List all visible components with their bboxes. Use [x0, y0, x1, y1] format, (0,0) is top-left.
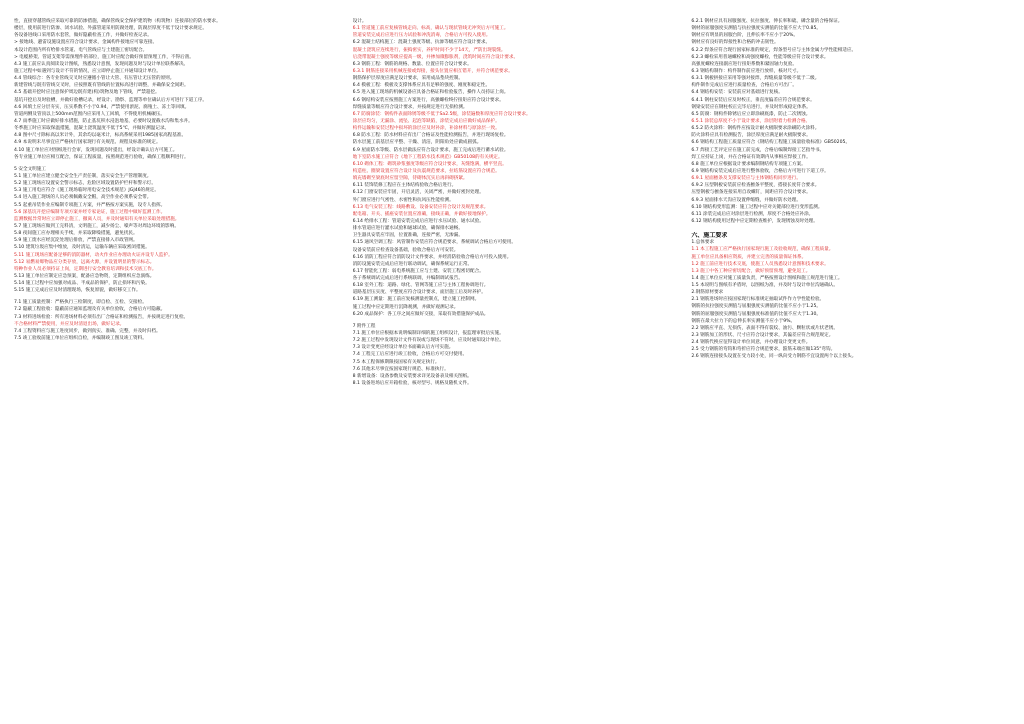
text-line: 8 新增设备：设备参数及安装要求详见设备表及相关图纸。	[352, 373, 472, 379]
text-line: 5.14 施工过程中应加强对成品、半成品的保护，防止损坏和污染。	[14, 281, 150, 287]
highlighted-text-line: 6.10 砌体工程：砌筑砂浆强度等级应符合设计要求，灰缝饱满，横平竖直。	[352, 161, 507, 167]
text-line: 压型钢板与檩条连接采用自攻螺钉，间距应符合设计要求。	[691, 190, 811, 196]
text-line: > 电缆桥架、管道支架等需预埋件的部位，施工时应配合做好预留预埋工作，不得后凿。	[14, 54, 194, 60]
section-heading: 六、施工要求	[691, 232, 728, 240]
highlighted-text-line: 1.1 本工程施工应严格执行国家现行施工及验收规范，确保工程质量。	[691, 247, 834, 253]
highlighted-text-line: 特种作业人员必须持证上岗，定期进行安全教育培训和技术交底工作。	[14, 266, 157, 272]
text-line: 6.4.1 钢柱安装后应及时校正，垂直度偏差应符合规范要求。	[691, 97, 815, 103]
text-line: 6.19 施工测量：施工前应复核测量控制点，建立施工控制网。	[352, 297, 480, 303]
text-line: 6.6 钢结构安装应按照施工方案进行，高强螺栓终拧扭矩应符合设计要求。	[352, 97, 504, 103]
text-line: 6.2.1 钢材应具有屈服强度、抗拉强度、伸长率和硫、磷含量的合格保证。	[691, 19, 843, 24]
highlighted-text-line: 不合格材料严禁使用，并应及时清退出场，做好记录。	[14, 321, 125, 327]
highlighted-text-line: 6.1 管道施工前应复核管线走向、标高，确认与现状管线无冲突后方可施工。	[352, 26, 509, 32]
text-line: 性，直接穿越管线应采取可靠的防渗措施，确保管线安全保护建筑物（构筑物）连接部位的防水要求。	[14, 19, 221, 24]
text-line: 焊缝质量等级应符合设计要求，并按规定进行无损检测。	[352, 104, 468, 110]
text-line: 高强度螺栓连接副应进行扭矩系数和紧固轴力复验。	[691, 61, 797, 67]
text-line: 1.5 本说明与图纸有矛盾时，以图纸为准，并及时与设计单位沟通确认。	[691, 283, 838, 289]
text-line: 5.4 进入施工现场的人员必须佩戴安全帽，高空作业必须系安全带。	[14, 195, 152, 201]
text-line: 基坑开挖后及时验槽，并做好验槽记录，经设计、勘察、监理等单位确认后方可进行下道工序。	[14, 97, 207, 103]
text-line: 1.4 施工单位应对施工质量负责，严格按照设计图纸和施工规范进行施工。	[691, 275, 843, 281]
highlighted-text-line: 5.11 施工现场应配备足够的消防器材，动火作业应办理动火证并设专人监护。	[14, 252, 173, 258]
text-line: 6.9 屋面防水等级、防水层做法应符合设计要求，施工完成后进行蓄水试验。	[352, 147, 509, 153]
text-line: 防水层施工前基层应平整、干燥、清洁，阴阳角处应做成圆弧。	[352, 140, 482, 146]
text-line: 7.4 工程完工后应进行竣工验收，合格后方可交付使用。	[352, 352, 468, 358]
text-line: 6.12 门窗安装应牢固，开启灵活，关闭严密，并做好密封处理。	[352, 190, 484, 196]
text-line: 6.20 成品保护：各工序之间应做好交接，采取有效措施保护成品。	[352, 311, 489, 317]
text-line: 7.3 材料进场检验：所有进场材料必须有出厂合格证和检测报告，并按规定进行复检。	[14, 314, 189, 320]
text-line: 2.4 钢筋代换应征得设计单位同意，并办理设计变更文件。	[691, 340, 811, 346]
highlighted-text-line: 填充墙砌至梁底时应留空隙，待砌体沉实后再斜砌挤紧。	[352, 176, 468, 182]
text-line: 构件制作完成后应进行质量检查，合格后方可出厂。	[691, 83, 797, 89]
highlighted-text-line: 6.13 电气安装工程：线路敷设、设备安装应符合设计及规范要求。	[352, 204, 489, 210]
text-line: 6.5 防腐：钢构件除锈后应立即涂刷底漆，防止二次锈蚀。	[691, 111, 811, 117]
text-line: 6.4 钢结构安装：安装前应对基础进行复核。	[691, 90, 783, 96]
text-line: 4.10 施工单位应对图纸进行会审，发现问题及时提出，经设计确认后方可施工。	[14, 147, 178, 153]
text-line: 钢筋的屈服强度实测值与屈服强度标准值的比值不应大于1.30。	[691, 311, 821, 317]
text-line: 6.9.3 屋面排水天沟应设置伸缩缝，并做好防水处理。	[691, 197, 801, 203]
text-line: 6.14 给排水工程：管道安装完成后应进行水压试验、通水试验。	[352, 218, 484, 224]
highlighted-text-line: 6.9.1 屋面檩条及支撑安装应与主体钢结构同步进行。	[691, 176, 801, 182]
text-line: 6.3 钢筋工程：钢筋的规格、数量、位置应符合设计要求。	[352, 61, 472, 67]
text-line: 6.2.2 焊条应符合现行国家标准的规定，焊条型号应与主体金属力学性能相适应。	[691, 47, 857, 53]
text-line: 6.18 室外工程：道路、绿化、管网等施工应与主体工程协调进行。	[352, 283, 489, 289]
text-line: 6.15 通风空调工程：风管制作安装应符合规范要求，系统调试合格后方可使用。	[352, 240, 516, 246]
highlighted-text-line: 后浇带混凝土强度等级应提高一级，并掺加微膨胀剂，浇筑时间应符合设计要求。	[352, 54, 519, 60]
text-line: 5.8 夜间施工应办理相关手续，并采取降噪措施，避免扰民。	[14, 231, 138, 237]
text-line: 6.7 焊接工艺评定应在施工前完成，合格后编制焊接工艺指导书。	[691, 147, 825, 153]
highlighted-text-line: 监测数据异常时应立即停止施工，撤离人员，并及时通知有关单位采取处理措施。	[14, 216, 180, 222]
text-line: 钢梁安装应在钢柱校正完毕后进行，并及时形成稳定体系。	[691, 104, 811, 110]
text-line: 6.4 模板工程：模板及支撑体系应具有足够的强度、刚度和稳定性。	[352, 83, 491, 89]
text-line: 5.15 施工完成后应及时清理现场，恢复原貌，做好移交工作。	[14, 288, 141, 294]
text-line: 本设计范围内所有给排水管道、电气管线应与土建施工密切配合。	[14, 47, 148, 53]
text-line: 6.11 装饰装修工程应在主体结构验收合格后进行。	[352, 183, 457, 189]
text-line: 7.4 工程资料应与施工进度同步，做到真实、准确、完整，并及时归档。	[14, 328, 161, 334]
text-line: 7.6 其他未尽事宜按国家现行规范、标准执行。	[352, 366, 449, 372]
text-line: 施工过程中应定期进行沉降观测，并做好观测记录。	[352, 304, 459, 310]
text-line: 6.5 进入施工现场的机械设备应具备合格证和检验报告，操作人员持证上岗。	[352, 90, 509, 96]
text-line: 6.9.2 压型钢板安装前应检查檩条平整度，搭接长度符合要求。	[691, 183, 820, 189]
text-line: 4.4 管线综合：各专业管线交叉时应遵循小管让大管、有压管让无压管的原则。	[14, 76, 175, 82]
text-line: 5.2 施工现场应设置安全警示标志，危险区域设置防护栏杆和警示灯。	[14, 181, 156, 187]
highlighted-text-line: 6.3.1 钢筋连接采用机械连接或焊接，接头位置应相互错开，并符合规范要求。	[352, 68, 513, 74]
text-line: 卫生器具安装应牢固，位置准确，连接严密，无渗漏。	[352, 233, 463, 239]
highlighted-text-line: 地下室防水施工应符合《地下工程防水技术规范》GB50108的有关规定。	[352, 154, 503, 160]
text-line: 消防设施安装完成后应进行联动调试，确保系统运行正常。	[352, 261, 473, 267]
highlighted-text-line: 构造柱、圈梁设置应符合设计及抗震规范要求，拉结筋设置应符合规范。	[352, 168, 500, 174]
text-line: 焊工应持证上岗，并在合格证有效期内从事相应焊接工作。	[691, 154, 811, 160]
text-line: 5.1 施工单位应建立健全安全生产责任制，落实安全生产管理制度。	[14, 173, 152, 179]
text-line: 2.2 钢筋应平直、无损伤，表面不得有裂纹、油污、颗粒状或片状老锈。	[691, 325, 838, 331]
text-line: 7.3 设计变更应经设计单位书面确认后方可实施。	[352, 345, 454, 351]
text-line: 冬季施工时应采取保温措施，混凝土浇筑温度不低于5℃，并做好测温记录。	[14, 126, 170, 132]
highlighted-text-line: 5.12 易燃易爆物品应分类存放，远离火源，并设置明显的警示标志。	[14, 259, 155, 265]
text-line: 7 附件工程	[352, 323, 376, 329]
text-line: 钢材应有良好的焊接性和合格的冲击韧性。	[691, 40, 779, 46]
text-line: 各子系统调试完成后进行系统联调，并编制调试报告。	[352, 276, 463, 282]
text-line: 2.3 钢筋加工的形状、尺寸应符合设计要求，其偏差应符合规范规定。	[691, 333, 834, 339]
text-line: 4.6 回填土应分层夯实，压实系数不小于0.94，严禁使用淤泥、腐殖土、冻土等回填。	[14, 104, 190, 110]
text-line: 5.7 施工现场应做到工完料清，文明施工，减少扬尘、噪声等对周边环境的影响。	[14, 223, 179, 229]
text-line: 6.9 钢结构安装完成后应进行整体验收，合格后方可进行下道工序。	[691, 168, 829, 174]
text-line: 4.3 施工前应认真阅读设计图纸，熟悉设计意图，发现问题及时与设计单位联系解决。	[14, 61, 189, 67]
text-line: 管道两侧及管顶以上500mm范围内应采用人工回填，不得使用机械碾压。	[14, 111, 165, 117]
paragraph-gap	[691, 225, 1012, 230]
text-line: 6.2.3 螺栓采用普通螺栓和高强度螺栓，性能等级应符合设计要求。	[691, 54, 829, 60]
text-line: 钢筋在最大拉力下的总伸长率实测值不应小于9%。	[691, 318, 796, 324]
text-line: 6.11 涂装完成后应对涂层进行检测，厚度不合格处应补涂。	[691, 211, 814, 217]
highlighted-text-line: 构件运输和安装过程中损坏的涂层应及时补涂，补涂材料与原涂层一致。	[352, 126, 500, 132]
text-line: 2.6 钢筋连接接头设置在受力较小处，同一纵向受力钢筋不宜设置两个以上接头。	[691, 354, 857, 360]
text-line: 6.5.2 防火涂料：钢构件应按设计耐火极限要求涂刷防火涂料。	[691, 126, 820, 132]
text-line: 7.1 施工质量控制：严格执行三检制度，即自检、互检、交接检。	[14, 300, 147, 306]
text-line: 5.3 施工用电应符合《施工现场临时用电安全技术规范》JGJ46的规定。	[14, 188, 159, 194]
text-line: 各设备进线口采用防水套管，做好隐蔽检查工作，并做好检查记录。	[14, 33, 152, 39]
text-line: 外门窗应进行气密性、水密性和抗风压性能检测。	[352, 197, 454, 203]
text-line: 6.2 混凝土结构施工：混凝土强度等级、抗渗等级应符合设计要求。	[352, 40, 491, 46]
text-line: 4.5 基础开挖时应注意保护周边既有建(构)筑物及地下管线，严禁超挖。	[14, 90, 160, 96]
text-line: 7.2 施工过程中发现设计文件有误或与现场不符时，应及时通知设计单位。	[352, 338, 504, 344]
text-line: 新建管线与既有管线交叉时，应按照既有管线的位置标高进行调整，并确保安全间距。	[14, 83, 189, 89]
text-line: 2.钢筋原材要求	[691, 290, 724, 296]
text-line: 5.9 施工废水应经沉淀处理后排放，严禁直接排入市政管网。	[14, 238, 138, 244]
text-line: 5.10 建筑垃圾应集中堆放，及时清运，运输车辆应采取密闭措施。	[14, 245, 150, 251]
text-line: 道路基层压实度、平整度应符合设计要求，面层施工后及时养护。	[352, 290, 486, 296]
text-line: 1.总体要求	[691, 240, 715, 246]
text-line: 6.3 钢结构制作：构件制作前应进行放样，核对尺寸。	[691, 68, 802, 74]
text-line: 6.8 施工单位应根据设计要求编制钢结构专项施工方案。	[691, 161, 806, 167]
highlighted-text-line: 配电箱、开关、插座安装位置应准确，接线正确，并做好接地保护。	[352, 211, 491, 217]
text-line: 排水管道应进行灌水试验和通球试验，确保排水通畅。	[352, 226, 463, 232]
text-column-right	[691, 18, 1012, 714]
text-column-middle	[353, 18, 674, 714]
text-line: 7.5 竣工验收前施工单位应组织自检，并编制竣工图及竣工资料。	[14, 336, 147, 342]
text-line: 6.12 钢结构使用过程中应定期检查维护，发现锈蚀及时处理。	[691, 218, 818, 224]
text-line: 施工过程中如遇到与设计不符的情况，应立即停止施工并通知设计单位。	[14, 68, 162, 74]
highlighted-text-line: 6.7 防腐涂装：钢构件表面除锈等级不低于Sa2.5级，涂装遍数和厚度应符合设计要求。	[352, 111, 531, 117]
text-line: 设计。	[352, 19, 367, 24]
highlighted-text-line: 管道安装完成后应进行压力试验和冲洗消毒，合格后方可投入使用。	[352, 33, 491, 39]
text-line: 钢筋的抗拉强度实测值与屈服强度实测值的比值不应小于1.25。	[691, 304, 821, 310]
text-line: 楼层，使用前进行防渗、闭水试验、外露管道采用防腐处理，防腐层厚度不低于设计要求规定。	[14, 26, 207, 32]
text-line: 2.5 受力钢筋的弯钩和弯折应符合规范要求，箍筋末端应做135°弯钩。	[691, 347, 836, 353]
text-line: 7.2 隐蔽工程验收：隐蔽前应通知监理及有关单位验收，合格后方可隐蔽。	[14, 307, 166, 313]
text-line: 6.17 智能化工程：弱电系统施工应与土建、安装工程密切配合。	[352, 268, 484, 274]
text-line: 钢材的屈服强度实测值与抗拉强度实测值的比值不应大于0.85。	[691, 26, 821, 32]
highlighted-text-line: 涂层应均匀，无漏涂、流坠、起泡等缺陷，涂装完成后应做好成品保护。	[352, 118, 500, 124]
text-line: 设备安装前应检查设备基础，验收合格后方可安装。	[352, 247, 459, 253]
text-line: 6.8 防水工程：防水材料应有出厂合格证及性能检测报告，并进行现场复检。	[352, 133, 509, 139]
text-line: 5 安全文明施工	[14, 166, 46, 172]
highlighted-text-line: 1.3 施工中各工种应密切配合，做好预留预埋，避免返工。	[691, 268, 811, 274]
text-line: 7.1 施工单位应根据本说明编制详细的施工组织设计，报监理审批后实施。	[352, 331, 504, 337]
text-line: 5.13 施工单位应制定应急预案，配备应急物资，定期组织应急演练。	[14, 273, 155, 279]
highlighted-text-line: 施工单位应具备相应资质，并建立完善的质量保证体系。	[691, 254, 807, 260]
text-line: 4.9 本说明未尽事宜应严格执行国家现行有关规范、规程及标准的规定。	[14, 140, 161, 146]
text-line: 8.1 设备进场后应开箱检验，核对型号、规格及随机文件。	[352, 381, 472, 387]
text-line: 4.7 雨季施工时应做好排水措施，防止基坑积水浸泡地基，必要时设置截水沟和集水井。	[14, 118, 193, 124]
text-line: 防火涂料应具有检测报告，涂层厚度应满足耐火极限要求。	[691, 133, 811, 139]
highlighted-text-line: 混凝土浇筑应连续进行，振捣密实，养护时间不少于14天，严防出现裂缝。	[352, 47, 506, 53]
text-line: > 接地线、避雷设施设置应符合设计要求，金属构件接地应可靠连接。	[14, 40, 158, 46]
highlighted-text-line: 1.2 施工前应进行技术交底，使施工人员熟悉设计意图和技术要求。	[691, 261, 829, 267]
text-line: 2.1 钢筋进场时应按国家现行标准规定抽取试件作力学性能检验。	[691, 297, 825, 303]
text-line: 各专业施工单位应相互配合，保证工程质量，按照规范进行验收，确保工程顺利进行。	[14, 154, 189, 160]
highlighted-text-line: 5.6 深基坑开挖应编制专项方案并经专家论证，施工过程中做好监测工作。	[14, 209, 166, 215]
text-line: 5.5 起重吊装作业应编制专项施工方案，并严格按方案实施，设专人指挥。	[14, 202, 166, 208]
text-line: 7.5 本工程保修期限按国家有关规定执行。	[352, 359, 440, 365]
text-line: 4.8 图中尺寸除标高以米计外，其余均以毫米计，标高系统采用1985国家高程基准。	[14, 133, 187, 139]
text-line: 6.3.1 钢板拼接应采用等强对接焊，焊缝质量等级不低于二级。	[691, 76, 820, 82]
text-line: 6.6 钢结构工程施工质量应符合《钢结构工程施工质量验收标准》GB50205。	[691, 140, 851, 146]
text-line: 6.16 消防工程应符合消防设计文件要求，并经消防验收合格后方可投入使用。	[352, 254, 512, 260]
text-line: 钢材应有明显的屈服台阶，且伸长率不应小于20%。	[691, 33, 799, 39]
highlighted-text-line: 6.5.1 涂装总厚度不小于设计要求，涂层附着力检测合格。	[691, 118, 811, 124]
text-column-left	[14, 18, 335, 714]
text-line: 6.10 钢结构变形监测：施工过程中应对关键部位进行变形监测。	[691, 204, 823, 210]
text-line: 钢筋保护层厚度应满足设计要求，采用成品垫块控制。	[352, 76, 463, 82]
